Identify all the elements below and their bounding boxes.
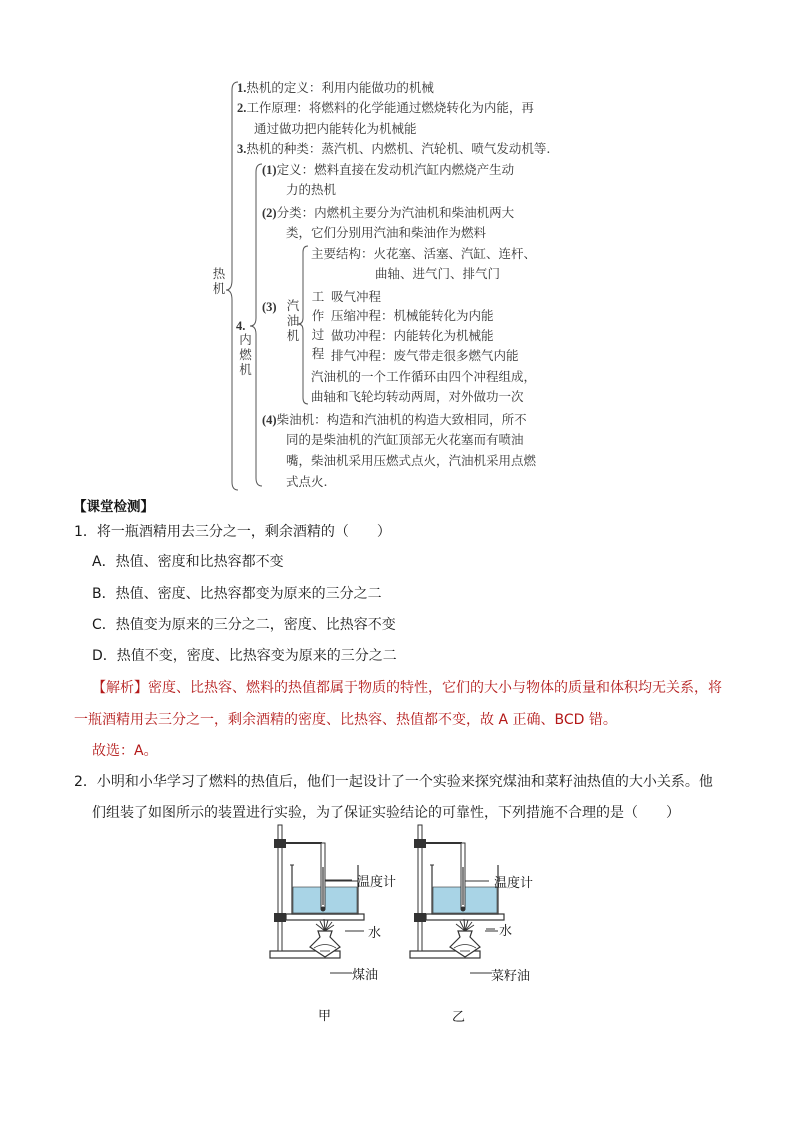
- mind-map-root: 热机: [212, 266, 226, 296]
- water-label-right: 水: [499, 924, 513, 939]
- thermometer-label-left: 温度计: [357, 875, 397, 890]
- fuel-label-right: 菜籽油: [491, 969, 531, 984]
- section-title: 【课堂检测】: [73, 499, 154, 515]
- structure-line2: 曲轴、进气门、排气门: [375, 266, 501, 281]
- sub-2-line1: (2)分类：内燃机主要分为汽油机和柴油机两大: [262, 205, 515, 220]
- q2-line1: 2．小明和小华学习了燃料的热值后，他们一起设计了一个实验来探究煤油和菜籽油热值的大小关系。他: [74, 774, 713, 790]
- structure-line1: 主要结构：火花塞、活塞、汽缸、连杆、: [311, 246, 537, 261]
- q1-option-a: A．热值、密度和比热容都不变: [92, 554, 284, 570]
- q2-line2: 们组装了如图所示的装置进行实验，为了保证实验结论的可靠性，下列措施不合理的是（ ）: [92, 805, 680, 821]
- item-2-line1: 2.工作原理：将燃料的化学能通过燃烧转化为内能，再: [237, 100, 534, 115]
- q1-option-c: C．热值变为原来的三分之二，密度、比热容不变: [92, 617, 396, 633]
- q1-option-d: D．热值不变，密度、比热容变为原来的三分之二: [92, 648, 397, 664]
- sub-3-num: (3): [262, 300, 277, 314]
- sub-1-line2: 力的热机: [286, 182, 337, 197]
- fuel-label-left: 煤油: [352, 968, 379, 983]
- q1-analysis-line2: 一瓶酒精用去三分之一，剩余酒精的密度、比热容、热值都不变，故 A 正确、BCD 错。: [74, 712, 617, 728]
- stroke-1: 吸气冲程: [331, 289, 382, 304]
- apparatus-left: [270, 825, 364, 973]
- stroke-2: 压缩冲程：机械能转化为内能: [331, 308, 494, 323]
- item-4-label: 内燃机: [239, 332, 252, 377]
- thermometer-label-right: 温度计: [494, 876, 534, 891]
- cycle-line2: 曲轴和飞轮均转动两周，对外做功一次: [311, 389, 524, 404]
- sub-4-line1: (4)柴油机：构造和汽油机的构造大致相同，所不: [262, 412, 527, 427]
- item-4-num: 4.: [236, 319, 246, 333]
- caption-left: 甲: [318, 1009, 332, 1024]
- stroke-3: 做功冲程：内能转化为机械能: [331, 328, 494, 343]
- sub-3-label: 汽油机: [286, 298, 300, 343]
- sub-2-line2: 类，它们分别用汽油和柴油作为燃料: [286, 225, 487, 240]
- sub-4-line3: 嘴，柴油机采用压燃式点火，汽油机采用点燃: [286, 453, 537, 468]
- caption-right: 乙: [452, 1010, 466, 1025]
- sub-4-line4: 式点火.: [286, 474, 328, 489]
- q1-analysis-line1: 【解析】密度、比热容、燃料的热值都属于物质的特性，它们的大小与物体的质量和体积均无关系，将: [92, 680, 722, 696]
- q1-option-b: B．热值、密度、比热容都变为原来的三分之二: [92, 586, 382, 602]
- sub-1-line1: (1)定义：燃料直接在发动机汽缸内燃烧产生动: [262, 162, 515, 177]
- apparatus-right: [410, 825, 504, 973]
- stroke-4: 排气冲程：废气带走很多燃气内能: [331, 348, 519, 363]
- q1-answer: 故选：A。: [92, 743, 158, 759]
- item-3: 3.热机的种类：蒸汽机、内燃机、汽轮机、喷气发动机等.: [237, 141, 551, 156]
- analysis-tag: 【解析】: [92, 680, 148, 696]
- process-label: 工作过程: [311, 289, 325, 361]
- sub-4-line2: 同的是柴油机的汽缸顶部无火花塞而有喷油: [286, 432, 524, 447]
- item-1: 1.热机的定义：利用内能做功的机械: [237, 80, 434, 95]
- q1-stem: 1．将一瓶酒精用去三分之一，剩余酒精的（ ）: [74, 524, 391, 540]
- cycle-line1: 汽油机的一个工作循环由四个冲程组成，: [311, 369, 537, 384]
- water-label-left: 水: [368, 926, 382, 941]
- item-2-line2: 通过做功把内能转化为机械能: [254, 121, 417, 136]
